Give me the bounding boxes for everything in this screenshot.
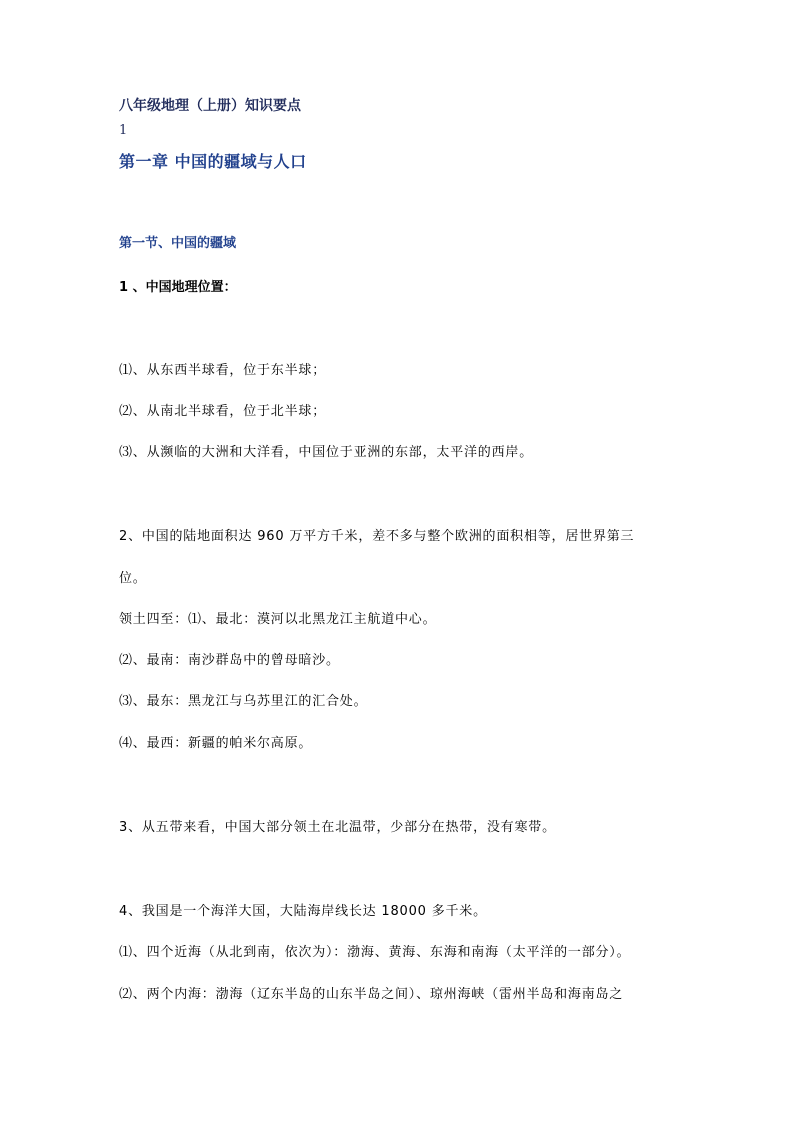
body-line: ⑵、最南：南沙群岛中的曾母暗沙。 (119, 653, 340, 668)
body-line: ⑴、从东西半球看，位于东半球； (119, 363, 327, 378)
body-line: ⑵、两个内海：渤海（辽东半岛的山东半岛之间）、琼州海峡（雷州半岛和海南岛之 (119, 987, 624, 1002)
item-heading: 1 、中国地理位置： (119, 280, 237, 295)
body-line: 4、我国是一个海洋大国，大陆海岸线长达 18000 多千米。 (119, 904, 487, 919)
document-title: 八年级地理（上册）知识要点 (119, 98, 301, 114)
page-number: 1 (119, 123, 128, 138)
body-line: 位。 (119, 571, 147, 586)
body-line: ⑷、最西：新疆的帕米尔高原。 (119, 736, 313, 751)
body-line: ⑶、从濒临的大洲和大洋看，中国位于亚洲的东部，太平洋的西岸。 (119, 445, 534, 460)
body-line: 3、从五带来看，中国大部分领土在北温带，少部分在热带，没有寒带。 (119, 820, 556, 835)
body-line: ⑴、四个近海（从北到南，依次为）：渤海、黄海、东海和南海（太平洋的一部分）。 (119, 945, 631, 960)
body-line: ⑵、从南北半球看，位于北半球； (119, 404, 327, 419)
body-line: 领土四至：⑴、最北：漠河以北黑龙江主航道中心。 (119, 612, 437, 627)
section-heading: 第一节、中国的疆域 (119, 236, 237, 251)
body-line: 2、中国的陆地面积达 960 万平方千米，差不多与整个欧洲的面积相等，居世界第三 (119, 529, 635, 544)
chapter-heading: 第一章 中国的疆域与人口 (119, 152, 307, 171)
body-line: ⑶、最东：黑龙江与乌苏里江的汇合处。 (119, 694, 368, 709)
